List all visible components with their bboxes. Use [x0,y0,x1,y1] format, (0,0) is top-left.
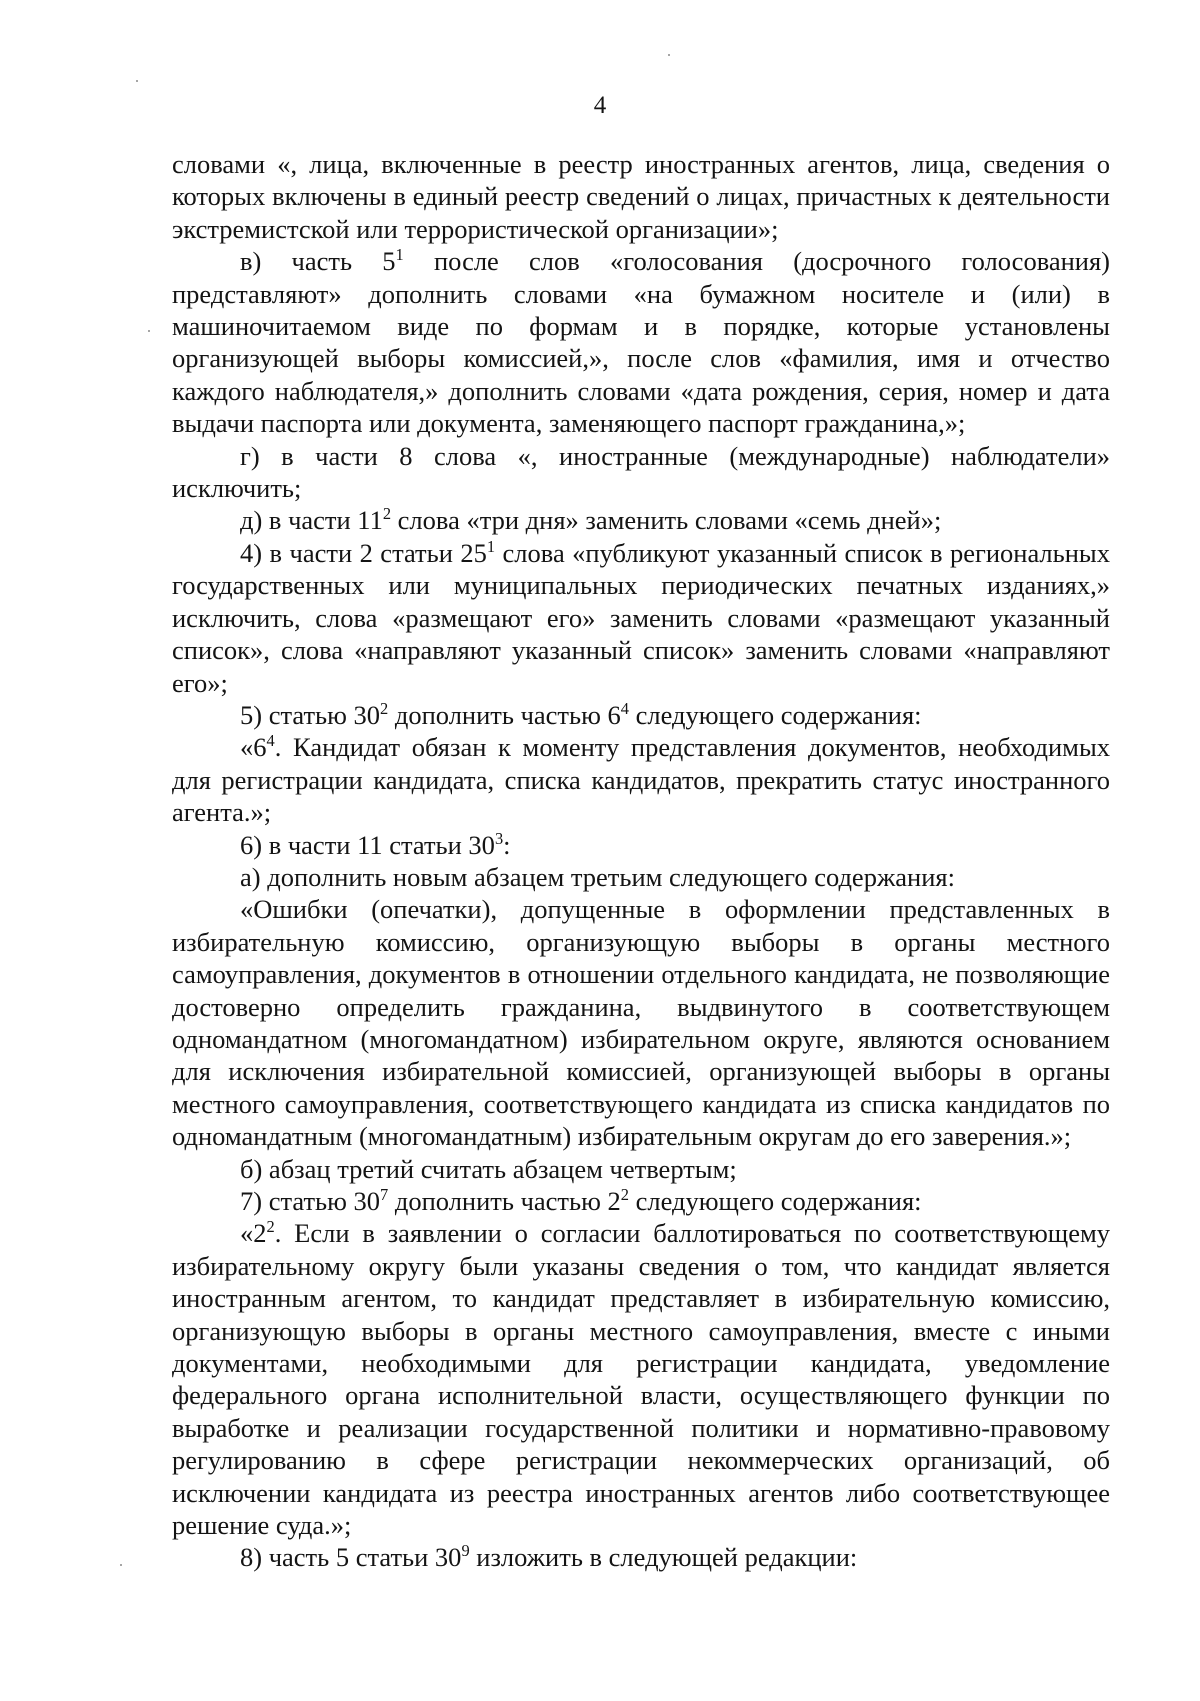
superscript-index: 4 [620,698,629,718]
paragraph-text: слова «публикуют указанный список в региональных государственных или муниципальных периодических печатных изданиях,» исключить, слова «размещают его» заменить словами «размещают указанный список», слова «направляют указанный список» заменить словами «направляют его»; [172,537,1110,698]
paragraph-text: : [503,829,511,860]
superscript-index: 2 [266,1217,275,1237]
paragraph [172,699,1110,731]
paragraph-text: 5) статью 30 [240,699,381,730]
paragraph-text: б) абзац третий считать абзацем четвертым; [240,1153,737,1184]
paragraph-text: 6) в части 11 статьи 30 [240,829,495,860]
paragraph-text: дополнить частью 2 [388,1186,621,1216]
paragraph-text: д) в части 11 [240,505,383,536]
paragraph-text: дополнить частью 6 [388,699,621,730]
paragraph [172,440,1110,505]
superscript-index: 2 [382,504,392,524]
page-number: 4 [593,92,607,119]
paragraph-text: следующего содержания: [628,1186,922,1216]
document-body [172,148,1110,1574]
paragraph-text: 7) статью 30 [240,1186,381,1216]
paragraph-text: «6 [240,732,267,763]
paragraph-text: «2 [240,1218,267,1249]
scan-speck [120,1564,122,1566]
scan-speck [136,80,138,82]
scan-speck [668,54,670,56]
paragraph-text: в) часть 5 [240,246,396,277]
paragraph-text: изложить в следующей редакции: [469,1542,858,1573]
paragraph-text: г) в части 8 слова «, иностранные (международные) наблюдатели» исключить; [172,440,1110,504]
paragraph [172,1185,1110,1217]
paragraph [172,861,1110,893]
paragraph-text: а) дополнить новым абзацем третьим следующего содержания: [240,861,955,892]
paragraph-text: 4) в части 2 статьи 25 [240,537,487,568]
paragraph [172,731,1110,828]
paragraph [172,1217,1110,1541]
superscript-index: 3 [494,828,504,848]
paragraph [172,829,1110,861]
paragraph [172,148,1110,245]
superscript-index: 1 [395,245,404,265]
paragraph [172,1541,1110,1573]
paragraph-text: слова «три дня» заменить словами «семь дней»; [391,505,942,536]
paragraph [172,537,1110,699]
paragraph-text: следующего содержания: [628,699,922,730]
paragraph [172,504,1110,536]
paragraph-text: словами «, лица, включенные в реестр иностранных агентов, лица, сведения о которых включены в единый реестр сведений о лицах, причастных к деятельности экстремистской или террористической организации»; [172,149,1110,244]
superscript-index: 9 [461,1541,470,1561]
superscript-index: 1 [486,536,496,556]
paragraph-text: после слов «голосования (досрочного голосования) представляют» дополнить словами «на бумажном носителе и (или) в машиночитаемом виде по формам и в порядке, которые установлены организующей выборы комиссией,», после слов «фамилия, имя и отчество каждого наблюдателя,» дополнить словами «дата рождения, серия, номер и дата выдачи паспорта или документа, заменяющего паспорт гражданина,»; [172,246,1110,439]
scan-speck [148,330,150,332]
superscript-index: 2 [620,1184,629,1204]
paragraph-text: 8) часть 5 статьи 30 [240,1542,462,1573]
paragraph [172,893,1110,1152]
paragraph-text: «Ошибки (опечатки), допущенные в оформлении представленных в избирательную комиссию, организующую выборы в органы местного самоуправления, документов в отношении отдельного кандидата, не позволяющие достоверно определить гражданина, выдвинутого в соответствующем одномандатном (многомандатном) избирательном округе, являются основанием для исключения избирательной комиссией, организующей выборы в органы местного самоуправления, соответствующего кандидата из списка кандидатов по одномандатным (многомандатным) избирательным округам до его заверения.»; [172,894,1110,1152]
superscript-index: 2 [380,698,389,718]
paragraph [172,1153,1110,1185]
paragraph [172,245,1110,439]
paragraph-text: . Если в заявлении о согласии баллотироваться по соответствующему избирательному округу были указаны сведения о том, что кандидат является иностранным агентом, то кандидат представляет в избирательную комиссию, организующую выборы в органы местного самоуправления, вместе с иными документами, необходимыми для регистрации кандидата, уведомление федерального органа исполнительной власти, осуществляющего функции по выработке и реализации государственной политики и нормативно-правовому регулированию в сфере регистрации некоммерческих организаций, об исключении кандидата из реестра иностранных агентов либо соответствующее решение суда.»; [172,1218,1110,1541]
superscript-index: 4 [266,731,275,751]
superscript-index: 7 [380,1184,389,1204]
paragraph-text: . Кандидат обязан к моменту представления документов, необходимых для регистрации кандидата, списка кандидатов, прекратить статус иностранного агента.»; [172,732,1110,828]
